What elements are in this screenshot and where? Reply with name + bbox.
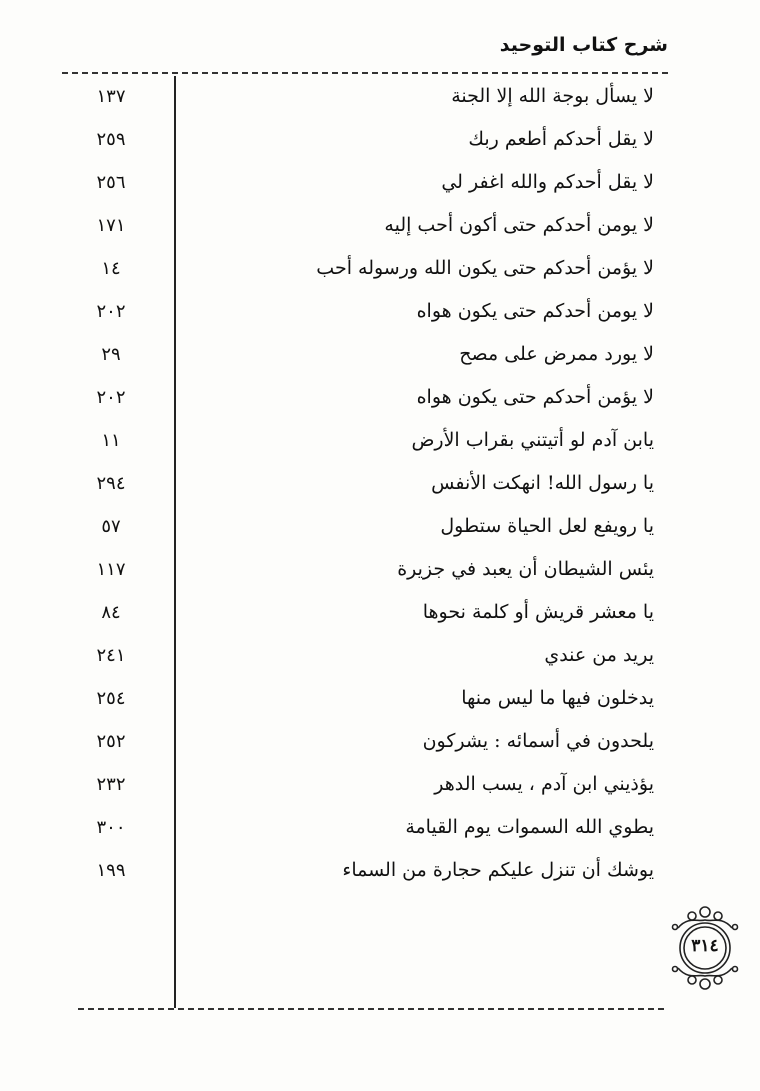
index-row (0, 119, 760, 162)
hadith-text: يؤذيني ابن آدم ، يسب الدهر (434, 773, 654, 795)
hadith-text: يا رويفع لعل الحياة ستطول (440, 515, 654, 537)
hadith-text: يدخلون فيها ما ليس منها (461, 687, 654, 709)
page-reference: ١٤ (101, 258, 121, 279)
header-rule (62, 72, 668, 74)
hadith-text: لا يسأل بوجة الله إلا الجنة (451, 85, 654, 107)
page-reference: ٥٧ (101, 516, 121, 537)
hadith-text: لا يؤمن أحدكم حتى يكون الله ورسوله أحب (316, 257, 654, 279)
hadith-text: يئس الشيطان أن يعبد في جزيرة (397, 558, 654, 580)
page-reference: ٢٤١ (96, 645, 126, 666)
page-number: ٣١٤ (691, 936, 719, 956)
page-header-title: شرح كتاب التوحيد (499, 34, 668, 56)
index-row (0, 463, 760, 506)
index-list (0, 76, 760, 893)
index-row (0, 592, 760, 635)
hadith-text: لا يومن أحدكم حتى يكون هواه (416, 300, 654, 322)
index-row (0, 420, 760, 463)
hadith-text: لا يقل أحدكم والله اغفر لي (441, 171, 654, 193)
page-reference: ٢٥٩ (96, 129, 126, 150)
hadith-text: لا يورد ممرض على مصح (459, 343, 654, 365)
page-reference: ٢٩ (101, 344, 121, 365)
page-reference: ٢٠٢ (96, 301, 126, 322)
page-reference: ١٩٩ (96, 860, 126, 881)
page-reference: ٨٤ (101, 602, 121, 623)
index-row (0, 635, 760, 678)
hadith-text: لا يومن أحدكم حتى أكون أحب إليه (384, 214, 654, 236)
hadith-text: يوشك أن تنزل عليكم حجارة من السماء (342, 859, 654, 881)
footer-rule (78, 1008, 664, 1010)
index-row (0, 850, 760, 893)
hadith-text: لا يقل أحدكم أطعم ربك (468, 128, 654, 150)
page-reference: ٢٥٢ (96, 731, 126, 752)
page-reference: ٢٣٢ (96, 774, 126, 795)
page-reference: ٣٠٠ (96, 817, 126, 838)
index-row (0, 506, 760, 549)
page-reference: ١٧١ (96, 215, 126, 236)
page-reference: ١١ (101, 430, 121, 451)
hadith-text: لا يؤمن أحدكم حتى يكون هواه (416, 386, 654, 408)
index-row (0, 807, 760, 850)
index-row (0, 377, 760, 420)
hadith-text: يا معشر قريش أو كلمة نحوها (422, 601, 654, 623)
index-row (0, 76, 760, 119)
index-row (0, 764, 760, 807)
page-reference: ٢٥٤ (96, 688, 126, 709)
page-reference: ١٣٧ (96, 86, 126, 107)
index-row (0, 549, 760, 592)
hadith-text: يابن آدم لو أتيتني بقراب الأرض (411, 429, 654, 451)
page-reference: ٢٩٤ (96, 473, 126, 494)
page-reference: ٢٥٦ (96, 172, 126, 193)
index-row (0, 162, 760, 205)
hadith-text: يريد من عندي (544, 644, 654, 666)
hadith-text: يا رسول الله! انهكت الأنفس (431, 472, 654, 494)
hadith-text: يلحدون في أسمائه : يشركون (422, 730, 654, 752)
index-row (0, 334, 760, 377)
index-row (0, 205, 760, 248)
page-reference: ٢٠٢ (96, 387, 126, 408)
index-row (0, 248, 760, 291)
index-row (0, 678, 760, 721)
index-row (0, 721, 760, 764)
page-number-ornament (670, 902, 740, 994)
index-row (0, 291, 760, 334)
page-reference: ١١٧ (96, 559, 126, 580)
hadith-text: يطوي الله السموات يوم القيامة (405, 816, 654, 838)
